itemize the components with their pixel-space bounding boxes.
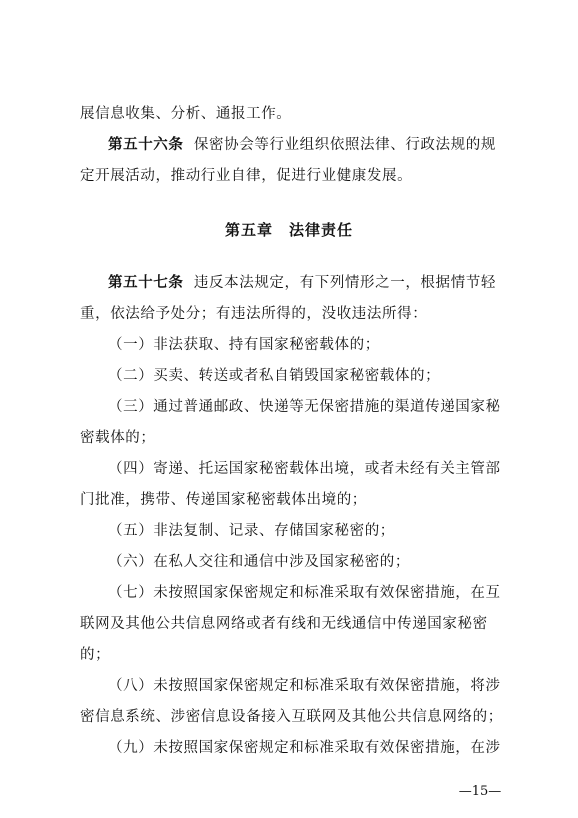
article-56-line-1 — [108, 135, 510, 155]
item-3-line-1: （三）通过普通邮政、快递等无保密措施的渠道传递国家秘 — [108, 399, 501, 415]
article-56-text-1: 保密协会等行业组织依照法律、行政法规的规 — [193, 137, 496, 153]
item-4-line-1: （四）寄递、托运国家秘密载体出境，或者未经有关主管部 — [108, 461, 501, 477]
item-9-line-1: （九）未按照国家保密规定和标准采取有效保密措施，在涉 — [108, 740, 501, 756]
paragraph-continuation: 展信息收集、分析、通报工作。 — [80, 106, 292, 122]
article-57-line-1 — [108, 273, 510, 293]
chapter-title: 第五章 法律责任 — [224, 221, 353, 239]
item-8-line-1: （八）未按照国家保密规定和标准采取有效保密措施，将涉 — [108, 678, 501, 694]
article-57-heading: 第五十七条 — [108, 274, 184, 291]
item-4-line-2: 门批准，携带、传递国家秘密载体出境的； — [80, 492, 367, 508]
item-8-line-2: 密信息系统、涉密信息设备接入互联网及其他公共信息网络的； — [80, 709, 503, 725]
item-6-line-1: （六）在私人交往和通信中涉及国家秘密的； — [108, 554, 410, 570]
item-2-line-1: （二）买卖、转送或者私自销毁国家秘密载体的； — [108, 368, 441, 384]
page-number: —15— — [458, 784, 502, 799]
item-1-line-1: （一）非法获取、持有国家秘密载体的； — [108, 337, 380, 353]
article-56-line-2: 定开展活动，推动行业自律，促进行业健康发展。 — [80, 168, 413, 184]
article-57-text-1: 违反本法规定，有下列情形之一，根据情节轻 — [193, 275, 496, 291]
item-7-line-3: 的； — [80, 647, 111, 663]
item-5-line-1: （五）非法复制、记录、存储国家秘密的； — [108, 523, 395, 539]
article-57-line-2: 重，依法给予处分；有违法所得的，没收违法所得： — [80, 306, 428, 322]
item-7-line-2: 联网及其他公共信息网络或者有线和无线通信中传递国家秘密 — [80, 616, 488, 632]
item-3-line-2: 密载体的； — [80, 430, 156, 446]
article-56-heading: 第五十六条 — [108, 136, 184, 153]
item-7-line-1: （七）未按照国家保密规定和标准采取有效保密措施，在互 — [108, 585, 501, 601]
